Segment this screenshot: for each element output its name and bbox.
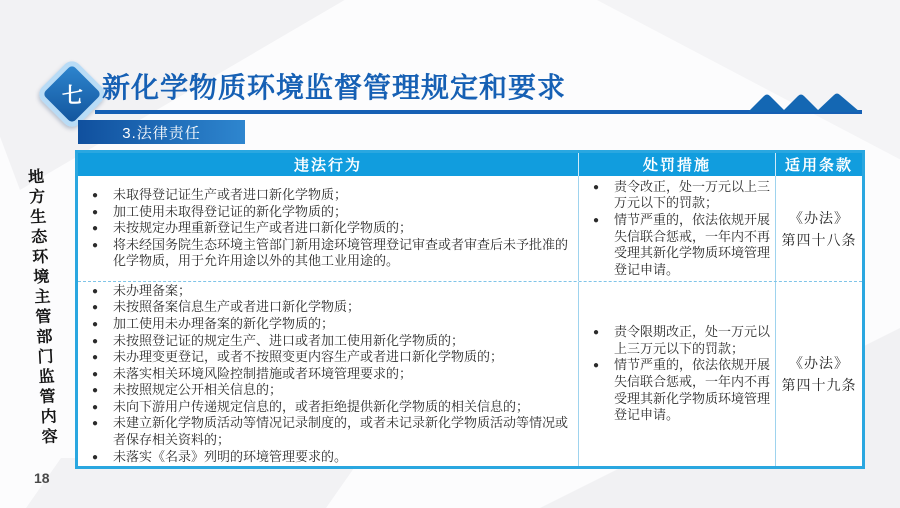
list-item: ● 未建立新化学物质活动等情况记录制度的，或者未记录新化学物质活动等情况或者保存相关资料的； — [86, 415, 574, 448]
list-item: ● 加工使用未取得登记证的新化学物质的； — [86, 204, 574, 221]
violation-cell — [78, 176, 579, 281]
penalties-list — [579, 177, 775, 281]
column-header-clause: 适用条款 — [784, 157, 853, 174]
list-item: ● 情节严重的，依法依规开展失信联合惩戒，一年内不再受理其新化学物质环境管理登记申请。 — [587, 212, 771, 278]
list-item: ● 加工使用未办理备案的新化学物质的； — [86, 316, 574, 333]
list-item: ● 未办理备案； — [86, 283, 574, 300]
clause-text — [776, 207, 862, 251]
mountain-decor-icon — [748, 92, 860, 112]
clause-cell — [776, 282, 862, 466]
column-header-violation: 违法行为 — [78, 153, 579, 176]
list-item: ● 未落实《名录》列明的环境管理要求的。 — [86, 449, 574, 466]
list-item: ● 未按照登记证的规定生产、进口或者加工使用新化学物质的； — [86, 333, 574, 350]
side-vertical-label: 地方生态环境主管部门监管内容 — [25, 167, 57, 449]
section-number-badge — [42, 64, 98, 120]
table-header-row — [78, 153, 862, 176]
title-underline — [95, 110, 862, 114]
penalty-cell — [579, 176, 776, 281]
regulation-table — [75, 150, 865, 469]
list-item: ● 未办理变更登记，或者不按照变更内容生产或者进口新化学物质的； — [86, 349, 574, 366]
list-item: ● 将未经国务院生态环境主管部门新用途环境管理登记审查或者审查后未予批准的化学物质，用于允许用途以外的其他工业用途的。 — [86, 237, 574, 270]
column-header-penalty: 处罚措施 — [579, 153, 776, 176]
penalties-list — [579, 322, 775, 426]
clause-cell — [776, 176, 862, 281]
section-label: 3.法律责任 — [78, 120, 245, 144]
page-number: 18 — [34, 470, 50, 486]
list-item: ● 未取得登记证生产或者进口新化学物质； — [86, 187, 574, 204]
list-item: ● 责令改正，处一万元以上三万元以下的罚款； — [587, 179, 771, 212]
badge-number: 七 — [61, 84, 83, 107]
list-item: ● 未按照规定公开相关信息的； — [86, 382, 574, 399]
penalty-cell — [579, 282, 776, 466]
list-item: ● 未按规定办理重新登记生产或者进口新化学物质的； — [86, 220, 574, 237]
violations-list — [78, 281, 578, 468]
violation-cell — [78, 282, 579, 466]
list-item: 《办法》 — [789, 209, 849, 226]
table-row — [78, 176, 862, 282]
list-item: 第四十八条 — [781, 231, 857, 248]
page-title: 新化学物质环境监督管理规定和要求 — [102, 72, 567, 103]
list-item: ● 情节严重的，依法依规开展失信联合惩戒，一年内不再受理其新化学物质环境管理登记申请。 — [587, 357, 771, 423]
list-item: ● 未落实相关环境风险控制措施或者环境管理要求的； — [86, 366, 574, 383]
table-row — [78, 282, 862, 466]
list-item: ● 未按照备案信息生产或者进口新化学物质； — [86, 299, 574, 316]
list-item: 《办法》 — [789, 355, 849, 371]
list-item: ● 责令限期改正，处一万元以上三万元以下的罚款； — [587, 324, 771, 357]
clause-text — [776, 352, 862, 396]
list-item: 第四十九条 — [781, 377, 857, 393]
list-item: ● 未向下游用户传递规定信息的，或者拒绝提供新化学物质的相关信息的； — [86, 399, 574, 416]
violations-list — [78, 185, 578, 272]
